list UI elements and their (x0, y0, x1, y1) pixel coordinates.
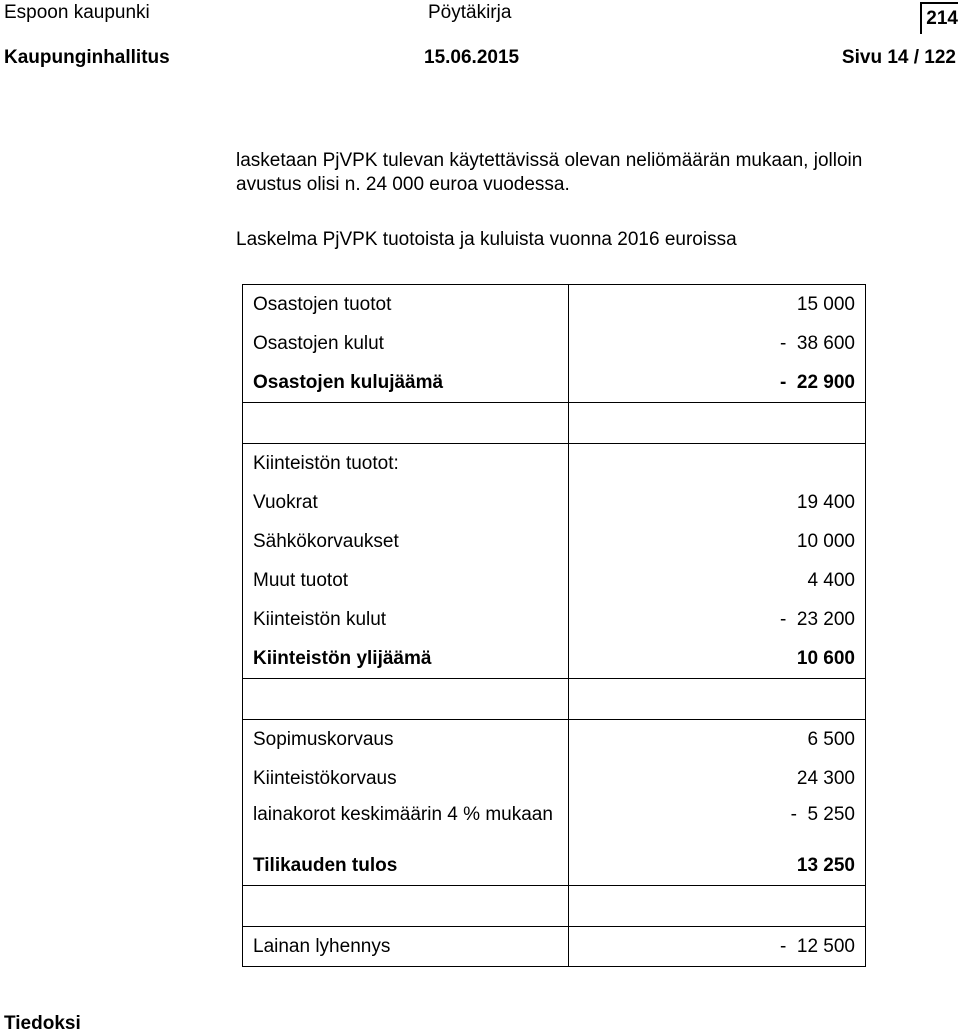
row-value: 15 000 (569, 285, 866, 325)
table-spacer-row (243, 679, 866, 720)
row-value: 10 000 (569, 522, 866, 561)
table-row (243, 600, 866, 639)
row-label: Lainan lyhennys (243, 927, 569, 967)
row-value: - 38 600 (569, 324, 866, 363)
body-text-line-1: lasketaan PjVPK tulevan käytettävissä olevan neliömäärän mukaan, jolloin (236, 150, 863, 171)
row-label: Sopimuskorvaus (243, 720, 569, 760)
doc-type: Pöytäkirja (428, 2, 512, 23)
row-label: Kiinteistön ylijäämä (243, 639, 569, 679)
row-label: Tilikauden tulos (243, 846, 569, 886)
row-label: Osastojen kulujäämä (243, 363, 569, 403)
row-label: Osastojen kulut (243, 324, 569, 363)
table-row (243, 927, 866, 967)
table-row (243, 363, 866, 403)
body-name: Kaupunginhallitus (4, 47, 170, 68)
row-value: - 23 200 (569, 600, 866, 639)
table-row (243, 846, 866, 886)
table-row (243, 444, 866, 484)
org-name: Espoon kaupunki (4, 2, 150, 23)
row-label: Osastojen tuotot (243, 285, 569, 325)
row-label: Muut tuotot (243, 561, 569, 600)
table-spacer-row (243, 403, 866, 444)
row-label: Kiinteistökorvaus (243, 759, 569, 798)
row-label: lainakorot keskimäärin 4 % mukaan (243, 798, 569, 846)
table-row (243, 720, 866, 760)
row-label: Kiinteistön tuotot: (243, 444, 569, 484)
row-value: - 12 500 (569, 927, 866, 967)
row-value: - 22 900 (569, 363, 866, 403)
row-value: 24 300 (569, 759, 866, 798)
meeting-date: 15.06.2015 (424, 47, 520, 68)
row-value: - 5 250 (569, 798, 866, 846)
row-value: 10 600 (569, 639, 866, 679)
table-caption: Laskelma PjVPK tuotoista ja kuluista vuonna 2016 euroissa (236, 229, 737, 250)
table-row (243, 561, 866, 600)
row-label: Kiinteistön kulut (243, 600, 569, 639)
section-number: 214 (920, 2, 958, 34)
row-value (569, 444, 866, 484)
row-value: 13 250 (569, 846, 866, 886)
table-row (243, 483, 866, 522)
table-row (243, 324, 866, 363)
table-row (243, 759, 866, 798)
row-value: 6 500 (569, 720, 866, 760)
row-label: Sähkökorvaukset (243, 522, 569, 561)
table-row (243, 798, 866, 846)
header-row-2 (0, 45, 960, 75)
calculation-table (242, 284, 866, 967)
footer-heading: Tiedoksi (4, 1013, 81, 1034)
header-row-1 (0, 0, 960, 30)
table-row (243, 285, 866, 325)
table-row (243, 522, 866, 561)
table-spacer-row (243, 886, 866, 927)
row-value: 4 400 (569, 561, 866, 600)
page-indicator: Sivu 14 / 122 (841, 47, 956, 68)
table-row (243, 639, 866, 679)
row-label: Vuokrat (243, 483, 569, 522)
body-text-line-2: avustus olisi n. 24 000 euroa vuodessa. (236, 174, 570, 195)
row-value: 19 400 (569, 483, 866, 522)
